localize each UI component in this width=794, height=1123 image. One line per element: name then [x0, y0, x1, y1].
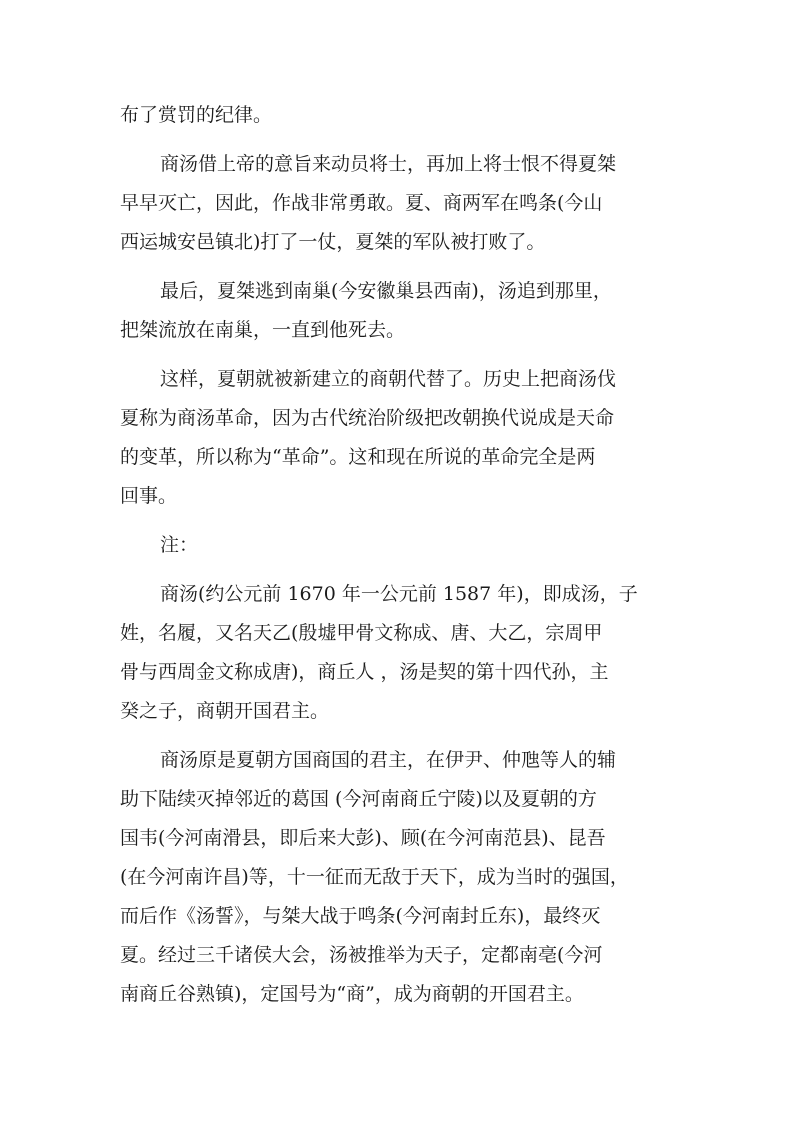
text-line: 姓，名履，又名天乙(殷墟甲骨文称成、唐、大乙，宗周甲 — [120, 622, 603, 644]
text-line: 西运城安邑镇北)打了一仗，夏桀的军队被打败了。 — [120, 231, 546, 253]
text-line: 夏。经过三千诸侯大会，汤被推举为天子，定都南亳(今河 — [120, 944, 603, 966]
paragraph-start-line: 商汤(约公元前 1670 年一公元前 1587 年)，即成汤，子 — [160, 583, 638, 605]
text-line: 把桀流放在南巢，一直到他死去。 — [120, 319, 406, 341]
text-line: 而后作《汤誓》，与桀大战于鸣条(今河南封丘东)，最终灭 — [120, 905, 601, 927]
text-line: 南商丘谷熟镇)，定国号为“商”，成为商朝的开国君主。 — [120, 983, 584, 1005]
text-line: 的变革，所以称为“革命”。这和现在所说的革命完全是两 — [120, 446, 596, 468]
text-line: 回事。 — [120, 485, 178, 507]
text-line: 骨与西周金文称成唐)，商丘人 ，汤是契的第十四代孙，主 — [120, 661, 609, 683]
text-line: 夏称为商汤革命，因为古代统治阶级把改朝换代说成是天命 — [120, 407, 615, 429]
note-label: 注： — [160, 534, 199, 556]
paragraph-start-line: 商汤借上帝的意旨来动员将士，再加上将士恨不得夏桀 — [160, 153, 617, 175]
paragraph-start-line: 最后，夏桀逃到南巢(今安徽巢县西南)，汤追到那里， — [160, 280, 612, 302]
text-line: 助下陆续灭掉邻近的葛国 (今河南商丘宁陵)以及夏朝的方 — [120, 788, 597, 810]
document-body — [120, 96, 680, 1014]
paragraph-start-line: 商汤原是夏朝方国商国的君主，在伊尹、仲虺等人的辅 — [160, 749, 617, 771]
text-line: 癸之子，商朝开国君主。 — [120, 700, 330, 722]
text-line: 布了赏罚的纪律。 — [120, 104, 273, 126]
text-line: (在今河南许昌)等，十一征而无敌于天下，成为当时的强国， — [120, 866, 629, 888]
paragraph-start-line: 这样，夏朝就被新建立的商朝代替了。历史上把商汤伐 — [160, 368, 617, 390]
text-line: 早早灭亡，因此，作战非常勇敢。夏、商两军在鸣条(今山 — [120, 192, 603, 214]
text-line: 国韦(今河南滑县，即后来大彭)、顾(在今河南范县)、昆吾 — [120, 827, 606, 849]
